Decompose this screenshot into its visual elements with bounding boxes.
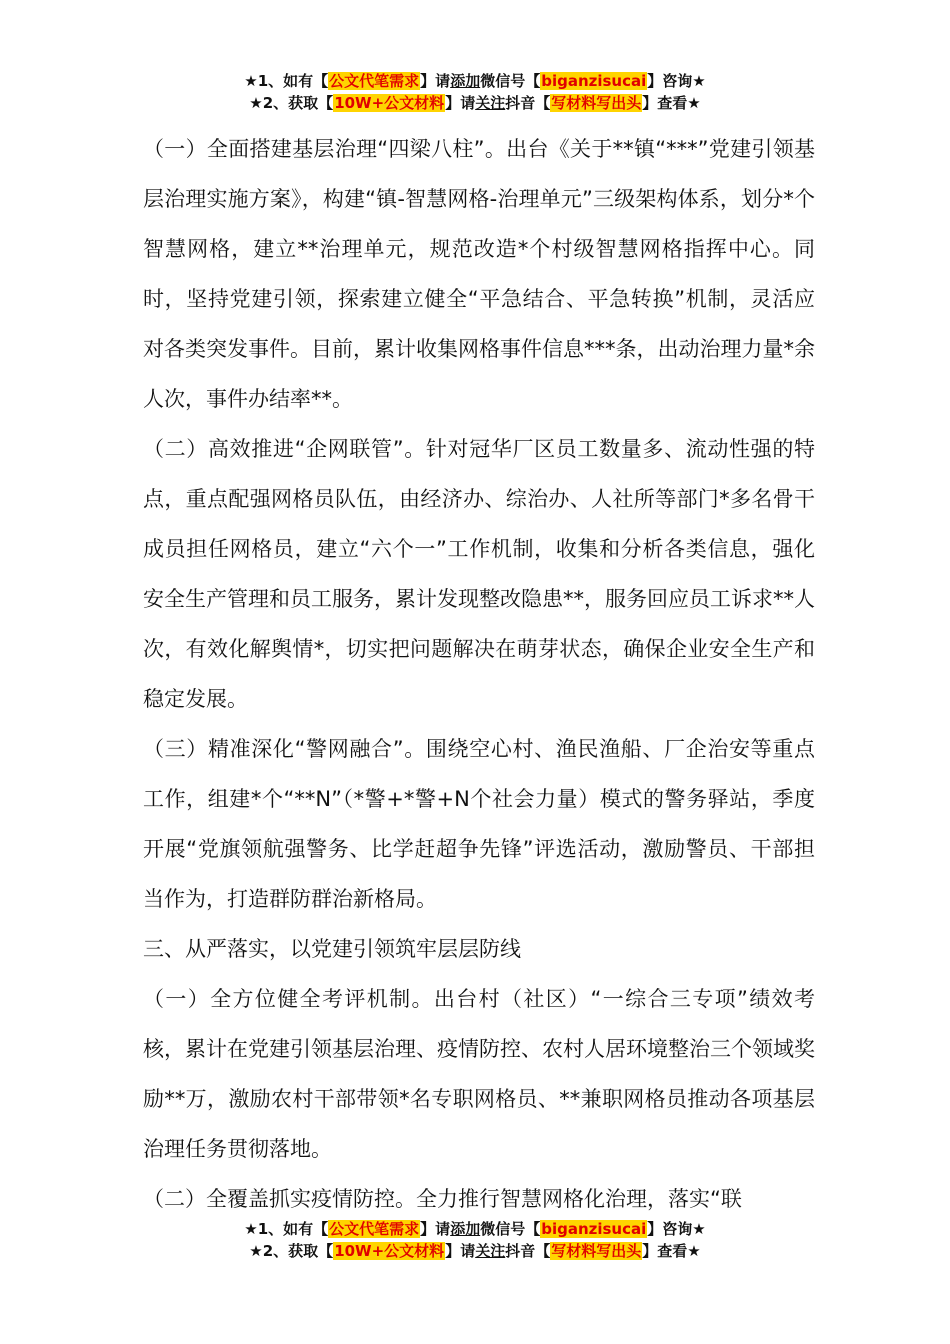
banner-text: 】查看★: [642, 1242, 701, 1260]
banner-text: 】请: [420, 72, 451, 90]
banner-highlight: biganzisucai: [541, 1220, 647, 1238]
banner-text: ★2、获取【: [249, 94, 334, 112]
banner-highlight: 写材料写出头: [551, 1242, 642, 1260]
banner-text: 微信号【: [480, 1220, 541, 1238]
banner-text: 】查看★: [642, 94, 701, 112]
top-promo-banner: [0, 70, 950, 114]
banner-highlight: 公文代笔需求: [329, 72, 420, 90]
paragraph-2: （二）高效推进“企网联管”。针对冠华厂区员工数量多、流动性强的特点，重点配强网格员队伍，由经济办、综治办、人社所等部门*多名骨干成员担任网格员，建立“六个一”工作机制，收集和分析各类信息，强化安全生产管理和员工服务，累计发现整改隐患**，服务回应员工诉求**人次，有效化解舆情*，切实把问题解决在萌芽状态，确保企业安全生产和稳定发展。: [143, 437, 815, 711]
banner-text: ★1、如有【: [244, 1220, 329, 1238]
banner-underline: 添加: [450, 1220, 481, 1238]
banner-text: 抖音【: [505, 94, 551, 112]
banner-text: 微信号【: [480, 72, 541, 90]
banner-line-1: [0, 1218, 950, 1240]
banner-line-2: [0, 1240, 950, 1262]
bottom-promo-banner: [0, 1218, 950, 1262]
paragraph-3: （三）精准深化“警网融合”。围绕空心村、渔民渔船、厂企治安等重点工作，组建*个“**N”（*警+*警+N个社会力量）模式的警务驿站，季度开展“党旗领航强警务、比学赶超争先锋”评选活动，激励警员、干部担当作为，打造群防群治新格局。: [143, 737, 815, 911]
paragraph-5: （二）全覆盖抓实疫情防控。全力推行智慧网格化治理，落实“联: [143, 1187, 742, 1211]
banner-text: ★2、获取【: [249, 1242, 334, 1260]
banner-text: 】请: [420, 1220, 451, 1238]
banner-underline: 添加: [450, 72, 481, 90]
banner-text: 】请: [445, 94, 476, 112]
document-body: [143, 124, 815, 1224]
banner-highlight: 10W+公文材料: [334, 1242, 445, 1260]
banner-underline: 关注: [475, 94, 506, 112]
banner-text: 抖音【: [505, 1242, 551, 1260]
banner-highlight: biganzisucai: [541, 72, 647, 90]
banner-highlight: 写材料写出头: [551, 94, 642, 112]
paragraph-1: （一）全面搭建基层治理“四梁八柱”。出台《关于**镇“***”党建引领基层治理实施方案》，构建“镇-智慧网格-治理单元”三级架构体系，划分*个智慧网格，建立**治理单元，规范改造*个村级智慧网格指挥中心。同时，坚持党建引领，探索建立健全“平急结合、平急转换”机制，灵活应对各类突发事件。目前，累计收集网格事件信息***条，出动治理力量*余人次，事件办结率**。: [143, 137, 815, 411]
banner-highlight: 公文代笔需求: [329, 1220, 420, 1238]
banner-line-1: [0, 70, 950, 92]
banner-highlight: 10W+公文材料: [334, 94, 445, 112]
section-heading: 三、从严落实，以党建引领筑牢层层防线: [143, 937, 521, 961]
banner-text: 】请: [445, 1242, 476, 1260]
banner-underline: 关注: [475, 1242, 506, 1260]
banner-line-2: [0, 92, 950, 114]
banner-text: 】咨询★: [647, 1220, 706, 1238]
banner-text: ★1、如有【: [244, 72, 329, 90]
paragraph-4: （一）全方位健全考评机制。出台村（社区）“一综合三专项”绩效考核，累计在党建引领基层治理、疫情防控、农村人居环境整治三个领域奖励**万，激励农村干部带领*名专职网格员、**兼职网格员推动各项基层治理任务贯彻落地。: [143, 987, 815, 1161]
banner-text: 】咨询★: [647, 72, 706, 90]
